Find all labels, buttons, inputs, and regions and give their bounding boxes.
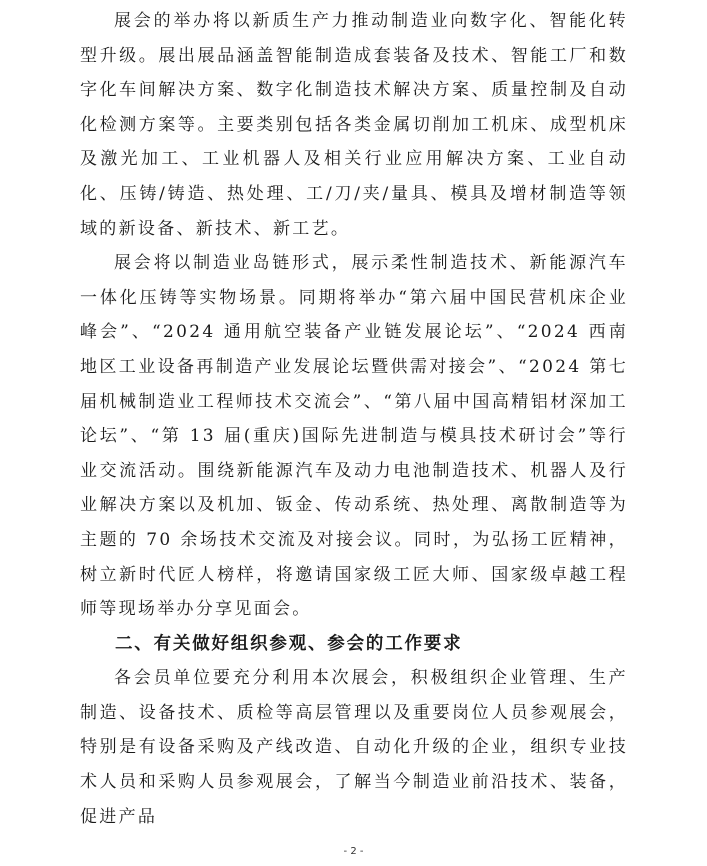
document-page [80,4,628,834]
paragraph-exhibition-scope: 展会的举办将以新质生产力推动制造业向数字化、智能化转型升级。展出展品涵盖智能制造成套装备及技术、智能工厂和数字化车间解决方案、数字化制造技术解决方案、质量控制及自动化检测方案等。主要类别包括各类金属切削加工机床、成型机床及激光加工、工业机器人及相关行业应用解决方案、工业自动化、压铸/铸造、热处理、工/刀/夹/量具、模具及增材制造等领域的新设备、新技术、新工艺。 [80,11,628,239]
section-heading: 二、有关做好组织参观、参会的工作要求 [115,633,463,654]
page-number: - 2 - [343,846,364,857]
paragraph-requirements: 各会员单位要充分利用本次展会，积极组织企业管理、生产制造、设备技术、质检等高层管理以及重要岗位人员参观展会，特别是有设备采购及产线改造、自动化升级的企业，组织专业技术人员和采购人员参观展会，了解当今制造业前沿技术、装备，促进产品 [80,668,628,827]
paragraph-events: 展会将以制造业岛链形式，展示柔性制造技术、新能源汽车一体化压铸等实物场景。同期将举办“第六届中国民营机床企业峰会”、“2024 通用航空装备产业链发展论坛”、“2024 西南地区工业设备再制造产业发展论坛暨供需对接会”、“2024 第七届机械制造业工程师技术交流会”、“第八届中国高精铝材深加工论坛”、“第 13 届(重庆)国际先进制造与模具技术研讨会”等行业交流活动。围绕新能源汽车及动力电池制造技术、机器人及行业解决方案以及机加、钣金、传动系统、热处理、离散制造等为主题的 70 余场技术交流及对接会议。同时，为弘扬工匠精神，树立新时代匠人榜样，将邀请国家级工匠大师、国家级卓越工程师等现场举办分享见面会。 [80,253,628,620]
